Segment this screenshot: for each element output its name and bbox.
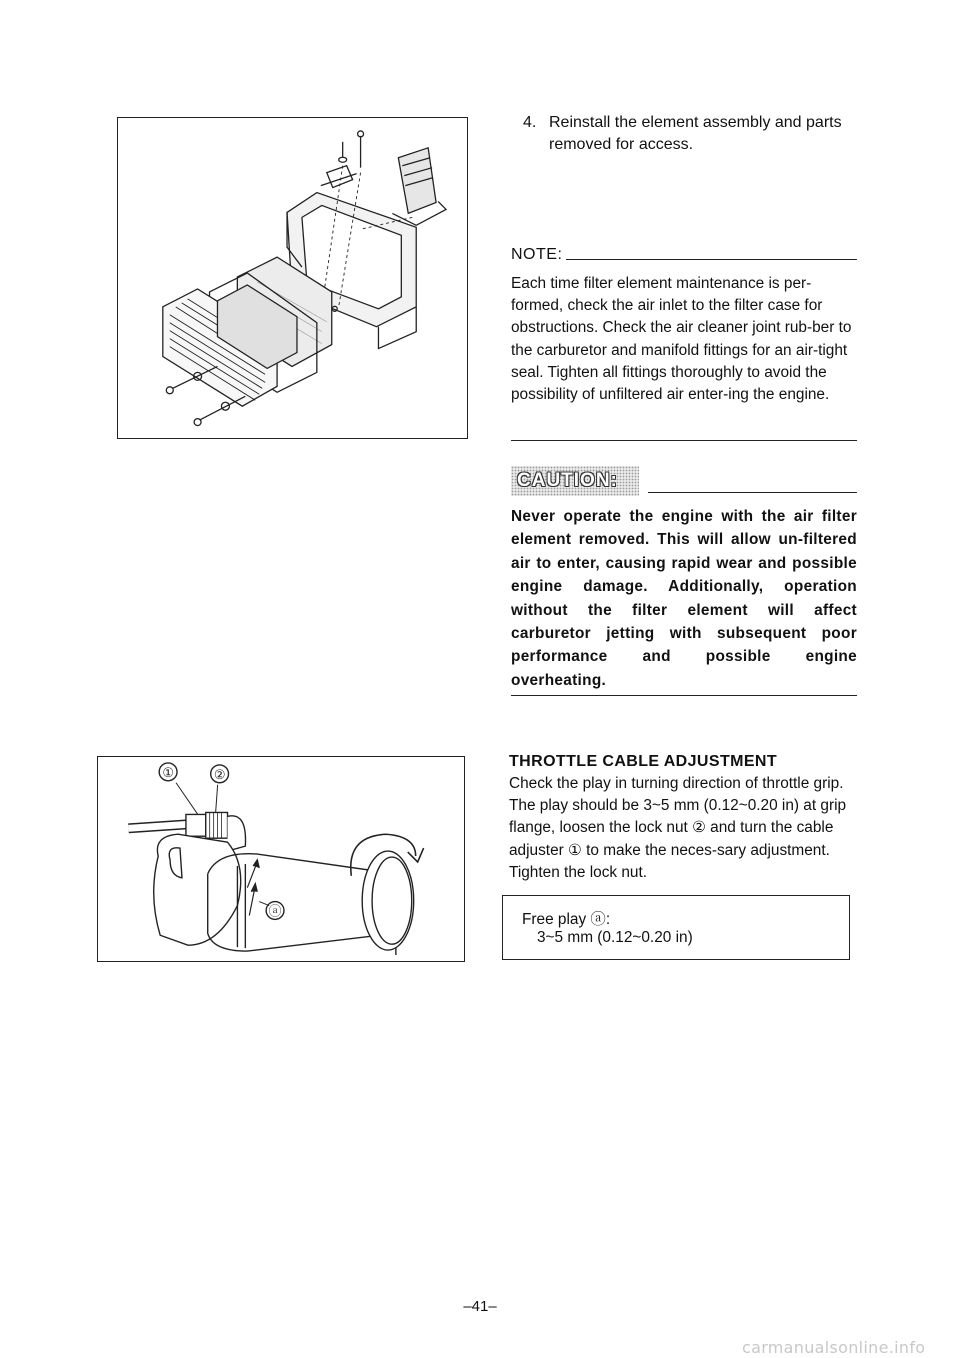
callout-a-label: ⓐ [268, 903, 282, 919]
throttle-grip-diagram [97, 756, 465, 962]
callout-2-label: ② [213, 766, 226, 782]
section-title: THROTTLE CABLE ADJUSTMENT [509, 753, 778, 770]
caution-heading [511, 466, 857, 496]
spec-value: 3~5 mm (0.12~0.20 in) [537, 929, 693, 946]
note-heading-rule [566, 259, 857, 260]
air-filter-exploded-diagram [117, 117, 468, 439]
note-label: NOTE: [511, 246, 563, 263]
page-number: –41– [463, 1298, 497, 1315]
caution-heading-rule [648, 492, 857, 493]
callout-1-label: ① [162, 764, 174, 780]
reinstall-step [523, 112, 863, 156]
throttle-grip-illustration [98, 757, 464, 961]
watermark: carmanualsonline.info [742, 1338, 926, 1357]
free-play-spec-box [502, 895, 850, 960]
caution-badge [511, 466, 639, 496]
step-text: Reinstall the element assembly and parts removed for access. [549, 114, 842, 153]
caution-body: Never operate the engine with the air filter element removed. This will allow un-filtered air to enter, causing rapid wear and possible engine damage. Additionally, operation without the filter element will affect carburetor jetting with subsequent poor performance and possible engine overheating. [511, 508, 857, 689]
air-filter-illustration [118, 118, 467, 438]
step-number: 4. [523, 114, 537, 131]
caution-label: CAUTION: [517, 470, 618, 491]
spec-label: Free play ⓐ: [522, 911, 611, 928]
caution-end-rule [511, 695, 857, 696]
note-end-rule [511, 440, 857, 441]
note-body: Each time filter element maintenance is per-formed, check the air inlet to the filter case for obstructions. Check the air cleaner joint rub-ber to the carburetor and manifold fittings for an air-tight seal. Tighten all fittings thoroughly to avoid the possibility of unfiltered air enter-ing the engine. [511, 275, 852, 404]
note-heading [511, 242, 857, 264]
section-body: Check the play in turning direction of throttle grip. The play should be 3~5 mm (0.12~0.20 in) at grip flange, loosen the lock nut ② and turn the cable adjuster ① to make the neces-sary adjustment. Tighten the lock nut. [509, 775, 847, 881]
